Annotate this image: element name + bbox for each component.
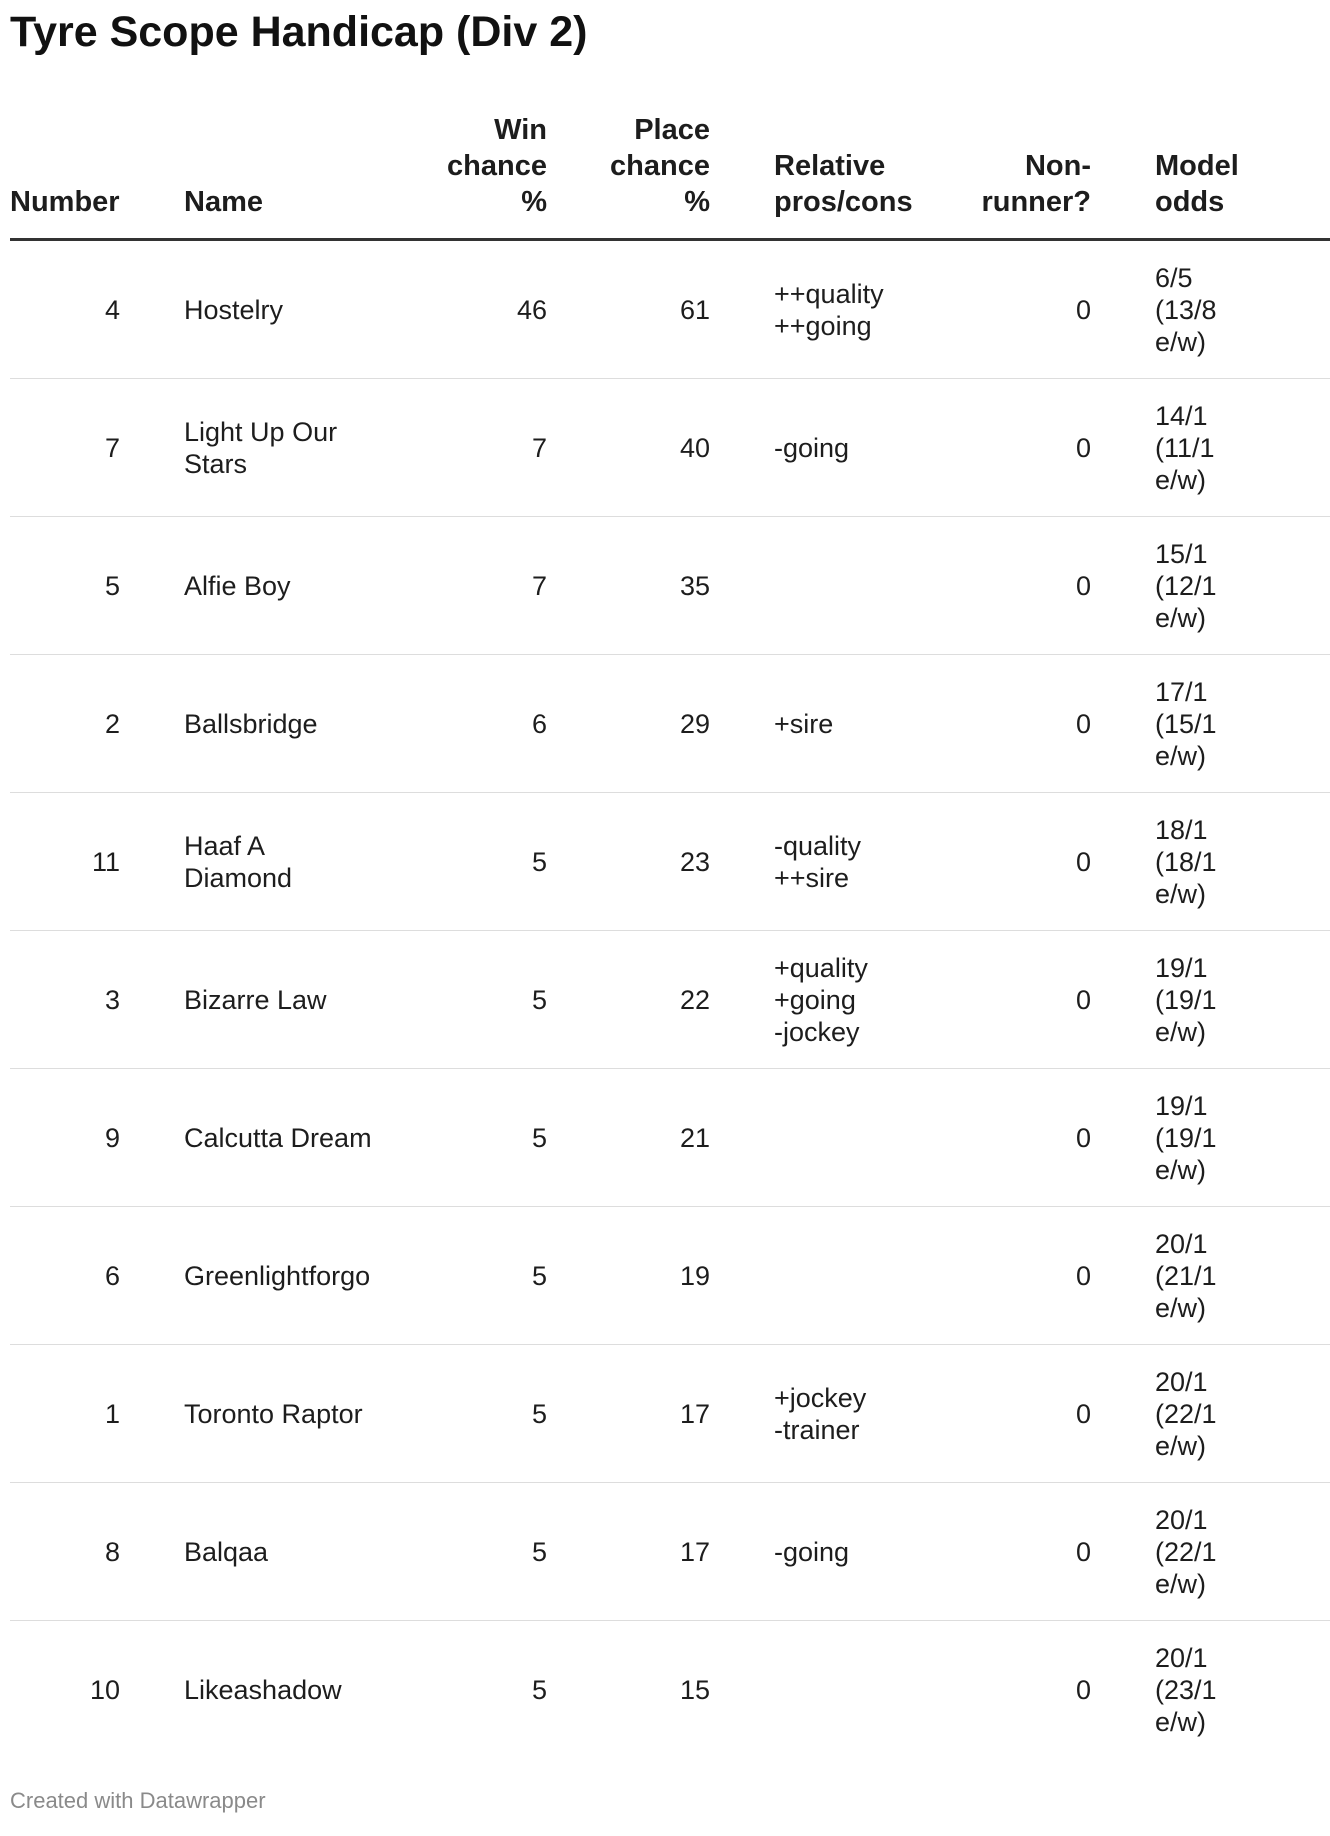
cell-non-runner: 0 [944, 240, 1091, 379]
race-table-container [10, 100, 1239, 1758]
cell-non-runner: 0 [944, 793, 1091, 931]
table-row [10, 793, 1330, 931]
cell-number: 4 [10, 240, 120, 379]
cell-win-chance: 5 [384, 1207, 547, 1345]
table-row [10, 1345, 1330, 1483]
table-title: Tyre Scope Handicap (Div 2) [10, 8, 588, 56]
cell-model-odds: 20/1 (23/1 e/w) [1155, 1642, 1217, 1737]
cell-place-chance: 17 [547, 1483, 710, 1621]
cell-name: Alfie Boy [184, 517, 384, 655]
header-number[interactable]: Number [10, 100, 120, 240]
cell-place-chance: 22 [547, 931, 710, 1069]
header-place-chance[interactable]: Place chance % [547, 100, 710, 240]
table-header [10, 100, 1330, 240]
cell-number: 1 [10, 1345, 120, 1483]
cell-name: Light Up Our Stars [184, 379, 384, 517]
table-row [10, 655, 1330, 793]
cell-win-chance: 5 [384, 1345, 547, 1483]
cell-pros-cons: +jockey -trainer [774, 1345, 944, 1483]
header-pros-cons[interactable]: Relative pros/cons [774, 100, 944, 240]
cell-number: 2 [10, 655, 120, 793]
cell-name: Haaf A Diamond [184, 793, 384, 931]
cell-number: 9 [10, 1069, 120, 1207]
cell-name: Bizarre Law [184, 931, 384, 1069]
cell-pros-cons: +sire [774, 655, 944, 793]
cell-win-chance: 5 [384, 1069, 547, 1207]
cell-win-chance: 5 [384, 793, 547, 931]
cell-name: Toronto Raptor [184, 1345, 384, 1483]
table-row [10, 240, 1330, 379]
cell-pros-cons [774, 517, 944, 655]
cell-model-odds: 18/1 (18/1 e/w) [1155, 793, 1330, 931]
cell-pros-cons: -going [774, 1483, 944, 1621]
race-table [10, 100, 1330, 1758]
cell-pros-cons [774, 1069, 944, 1207]
cell-number: 8 [10, 1483, 120, 1621]
cell-number: 7 [10, 379, 120, 517]
table-row [10, 1069, 1330, 1207]
cell-pros-cons [774, 1207, 944, 1345]
table-row [10, 1207, 1330, 1345]
cell-non-runner: 0 [944, 517, 1091, 655]
cell-model-odds: 17/1 (15/1 e/w) [1155, 655, 1330, 793]
header-non-runner[interactable]: Non- runner? [944, 100, 1091, 240]
cell-non-runner: 0 [944, 1483, 1091, 1621]
datawrapper-credit: Created with Datawrapper [10, 1788, 266, 1813]
cell-pros-cons [774, 1621, 944, 1759]
table-row [10, 379, 1330, 517]
cell-name: Greenlightforgo [184, 1207, 384, 1345]
header-model-odds[interactable]: Model odds [1155, 100, 1330, 240]
cell-non-runner: 0 [944, 1207, 1091, 1345]
cell-place-chance: 40 [547, 379, 710, 517]
cell-non-runner: 0 [944, 655, 1091, 793]
cell-model-odds: 19/1 (19/1 e/w) [1155, 1069, 1330, 1207]
cell-number: 10 [89, 1674, 120, 1705]
cell-name: Likeashadow [184, 1674, 342, 1705]
cell-place-chance: 35 [547, 517, 710, 655]
cell-place-chance: 19 [547, 1207, 710, 1345]
cell-win-chance: 5 [384, 1483, 547, 1621]
cell-number: 6 [10, 1207, 120, 1345]
cell-name: Hostelry [184, 240, 384, 379]
cell-place-chance: 61 [547, 240, 710, 379]
cell-model-odds: 20/1 (22/1 e/w) [1155, 1345, 1330, 1483]
cell-name: Calcutta Dream [184, 1069, 384, 1207]
cell-name: Ballsbridge [184, 655, 384, 793]
cell-win-chance: 46 [384, 240, 547, 379]
cell-pros-cons: -quality ++sire [774, 793, 944, 931]
cell-model-odds: 14/1 (11/1 e/w) [1155, 379, 1330, 517]
cell-model-odds: 20/1 (22/1 e/w) [1155, 1483, 1330, 1621]
cell-win-chance: 7 [384, 379, 547, 517]
header-row [10, 100, 1330, 240]
cell-non-runner: 0 [944, 379, 1091, 517]
table-row [10, 517, 1330, 655]
cell-pros-cons: -going [774, 379, 944, 517]
header-win-chance[interactable]: Win chance % [384, 100, 547, 240]
cell-non-runner: 0 [944, 1069, 1091, 1207]
cell-pros-cons: ++quality ++going [774, 240, 944, 379]
cell-win-chance: 5 [531, 1674, 547, 1705]
cell-model-odds: 19/1 (19/1 e/w) [1155, 931, 1330, 1069]
cell-place-chance: 21 [547, 1069, 710, 1207]
cell-model-odds: 20/1 (21/1 e/w) [1155, 1207, 1330, 1345]
cell-non-runner: 0 [944, 931, 1091, 1069]
cell-name: Balqaa [184, 1483, 384, 1621]
cell-number: 3 [10, 931, 120, 1069]
cell-non-runner: 0 [944, 1345, 1091, 1483]
table-body [10, 240, 1330, 1759]
cell-win-chance: 5 [384, 931, 547, 1069]
table-row [10, 931, 1330, 1069]
cell-number: 11 [10, 793, 120, 931]
cell-win-chance: 6 [384, 655, 547, 793]
table-row [10, 1621, 1330, 1759]
cell-place-chance: 23 [547, 793, 710, 931]
cell-place-chance: 29 [547, 655, 710, 793]
cell-place-chance: 17 [547, 1345, 710, 1483]
cell-place-chance: 15 [679, 1674, 710, 1705]
cell-model-odds: 15/1 (12/1 e/w) [1155, 517, 1330, 655]
cell-win-chance: 7 [384, 517, 547, 655]
cell-pros-cons: +quality +going -jockey [774, 931, 944, 1069]
header-name[interactable]: Name [184, 100, 384, 240]
cell-number: 5 [10, 517, 120, 655]
table-row [10, 1483, 1330, 1621]
cell-model-odds: 6/5 (13/8 e/w) [1155, 240, 1330, 379]
cell-non-runner: 0 [1075, 1674, 1091, 1705]
